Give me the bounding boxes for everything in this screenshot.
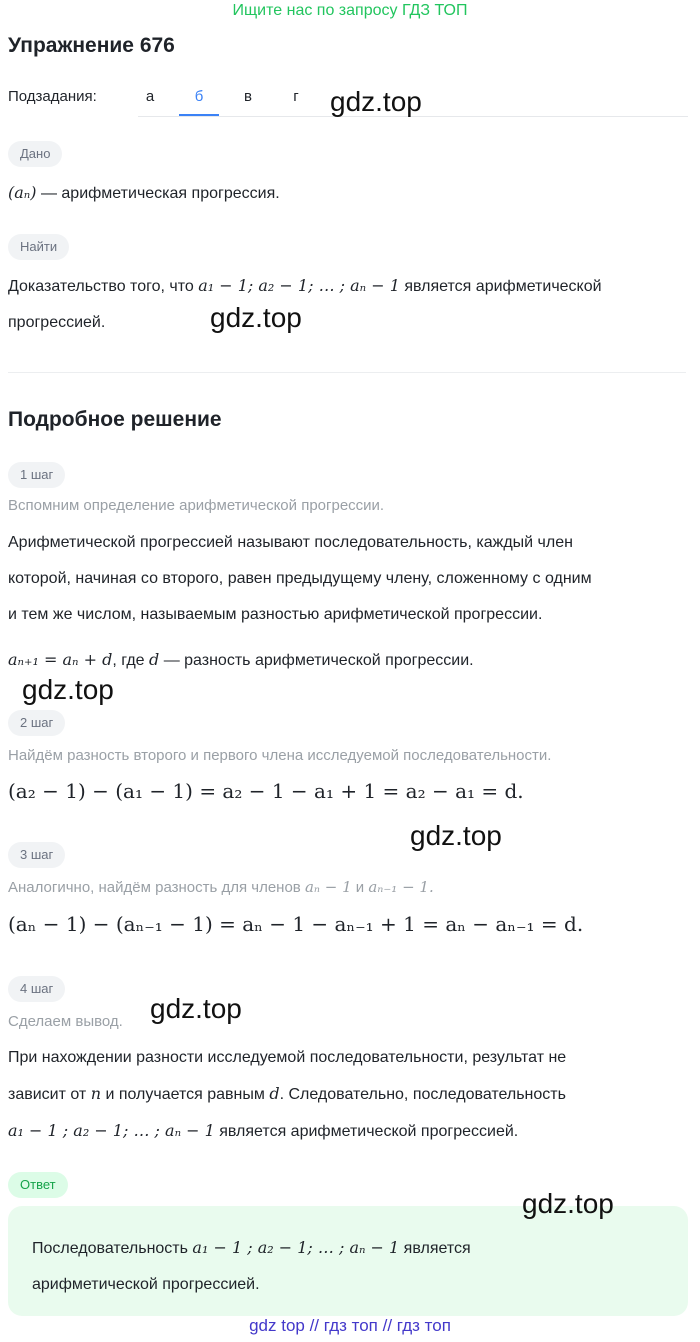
step-1-formula-text: — разность арифметической прогрессии. — [159, 652, 474, 669]
given-math: (aₙ) — [8, 183, 37, 202]
find-text-start: Доказательство того, что — [8, 278, 199, 295]
section-divider — [8, 372, 686, 373]
step-4-n: n — [90, 1084, 102, 1103]
step-4-text — [8, 1040, 692, 1150]
subtasks-label: Подзадания: — [8, 88, 97, 105]
step-2-pill: 2 шаг — [8, 710, 65, 736]
solution-title: Подробное решение — [8, 408, 222, 431]
footer-links: gdz top // гдз топ // гдз топ — [249, 1316, 451, 1335]
step-1-formula-d: d — [149, 650, 160, 669]
step-1-line-1: Арифметической прогрессией называют последовательность, каждый член — [8, 534, 573, 551]
step-2-formula: (a₂ − 1) − (a₁ − 1) = a₂ − 1 − a₁ + 1 = a₂ − a₁ = d. — [8, 779, 524, 803]
step-3-formula: (aₙ − 1) − (aₙ₋₁ − 1) = aₙ − 1 − aₙ₋₁ + 1 = aₙ − aₙ₋₁ = d. — [8, 912, 584, 936]
answer-box — [8, 1206, 688, 1316]
answer-math: a₁ − 1 ; a₂ − 1; … ; aₙ − 1 — [192, 1238, 400, 1257]
step-4-line-3-end: является арифметической прогрессией. — [214, 1123, 519, 1140]
step-4-pill: 4 шаг — [8, 976, 65, 1002]
step-1-line-2: которой, начиная со второго, равен предыдущему члену, сложенному с одним — [8, 570, 592, 587]
step-4-line-2-start: зависит от — [8, 1086, 91, 1103]
answer-pill: Ответ — [8, 1172, 68, 1198]
top-banner: Ищите нас по запросу ГДЗ ТОП — [232, 2, 468, 19]
answer-line-1-start: Последовательность — [32, 1240, 193, 1257]
step-4-sequence-math: a₁ − 1 ; a₂ − 1; … ; aₙ − 1 — [8, 1121, 215, 1140]
tab-v[interactable]: в — [244, 88, 252, 105]
answer-text — [32, 1230, 652, 1303]
step-3-hint — [8, 878, 692, 896]
find-math: a₁ − 1; a₂ − 1; … ; aₙ − 1 — [198, 276, 400, 295]
watermark: gdz.top — [522, 1188, 614, 1219]
given-pill: Дано — [8, 141, 62, 167]
watermark: gdz.top — [22, 674, 114, 705]
step-4-d: d — [269, 1084, 280, 1103]
step-3-hint-math-1: aₙ − 1 — [304, 878, 352, 896]
given-description: — арифметическая прогрессия. — [36, 185, 280, 202]
step-1-line-3: и тем же числом, называемым разностью арифметической прогрессии. — [8, 606, 543, 623]
watermark: gdz.top — [330, 86, 422, 117]
watermark: gdz.top — [150, 993, 242, 1024]
tab-b[interactable]: б — [179, 88, 219, 105]
watermark: gdz.top — [410, 820, 502, 851]
step-4-line-1: При нахождении разности исследуемой последовательности, результат не — [8, 1049, 567, 1066]
step-1-hint: Вспомним определение арифметической прогрессии. — [8, 497, 385, 514]
find-text — [8, 268, 692, 341]
step-1-text — [8, 525, 692, 633]
step-2-hint: Найдём разность второго и первого члена исследуемой последовательности. — [8, 747, 552, 764]
find-pill: Найти — [8, 234, 69, 260]
tab-a[interactable]: а — [145, 88, 155, 105]
step-3-hint-start: Аналогично, найдём разность для членов — [8, 879, 305, 896]
step-4-line-2-mid: и получается равным — [101, 1086, 270, 1103]
exercise-title: Упражнение 676 — [8, 34, 175, 57]
given-text — [8, 175, 692, 212]
answer-line-1-end: является — [399, 1240, 471, 1257]
find-text-line2: прогрессией. — [8, 314, 106, 331]
step-1-pill: 1 шаг — [8, 462, 65, 488]
watermark: gdz.top — [210, 302, 302, 333]
step-1-formula-math: aₙ₊₁ = aₙ + d — [8, 650, 113, 669]
step-3-hint-mid: и — [351, 879, 369, 896]
step-3-hint-math-2: aₙ₋₁ − 1. — [368, 878, 434, 896]
step-4-hint: Сделаем вывод. — [8, 1013, 123, 1030]
step-4-line-2-end: . Следовательно, последовательность — [279, 1086, 566, 1103]
find-text-end: является арифметической — [399, 278, 602, 295]
answer-line-2: арифметической прогрессией. — [32, 1276, 260, 1293]
step-3-pill: 3 шаг — [8, 842, 65, 868]
tab-g[interactable]: г — [293, 88, 299, 105]
step-1-formula-mid: , где — [112, 652, 149, 669]
